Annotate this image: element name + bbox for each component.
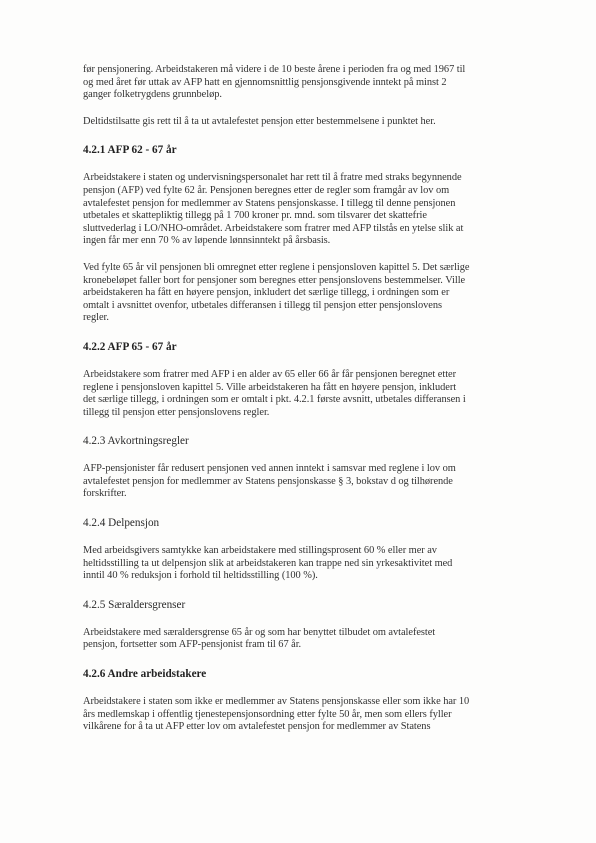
section-heading-4-2-5: 4.2.5 Særaldersgrenser — [83, 598, 186, 611]
paragraph-omregning: Ved fylte 65 år vil pensjonen bli omregnet etter reglene i pensjonsloven kapittel 5. Det særlige kronebeløpet faller bort for pensjoner som beregnes etter pensjonslovens bestemmelser. Ville arbeidstakeren ha fått en høyere pensjon, inkludert det særlige tillegg, i ordningen som er omtalt i avsnittet ovenfor, utbetales differansen i tillegg til pensjon etter pensjonslovens regler. — [83, 261, 470, 324]
section-heading-4-2-1: 4.2.1 AFP 62 - 67 år — [83, 144, 177, 157]
paragraph-delpensjon: Med arbeidsgivers samtykke kan arbeidstakere med stillingsprosent 60 % eller mer av heltidsstilling ta ut delpensjon slik at arbeidstakeren kan trappe ned sin yrkesaktivitet med inntil 40 % reduksjon i forhold til heltidsstilling (100 %). — [83, 545, 453, 582]
section-heading-4-2-2: 4.2.2 AFP 65 - 67 år — [83, 340, 177, 353]
paragraph-afp-62-67: Arbeidstakere i staten og undervisningspersonalet har rett til å fratre med straks begynnende pensjon (AFP) ved fylte 62 år. Pensjonen beregnes etter de regler som framgår av lov om avtalefestet pensjon for medlemmer av Statens pensjonskasse. I tillegg til denne pensjonen utbetales et skattepliktig tillegg på 1 700 kroner pr. mnd. som tilsvarer det skattefrie sluttvederlag i LO/NHO-området. Arbeidstakere som fratrer med AFP tilstås en ytelse slik at ingen får mer enn 70 % av løpende lønnsinntekt på årsbasis. — [83, 172, 464, 247]
paragraph-intro: før pensjonering. Arbeidstakeren må videre i de 10 beste årene i perioden fra og med 1967 til og med året før uttak av AFP hatt en gjennomsnittlig pensjonsgivende inntekt på minst 2 ganger folketrygdens grunnbeløp. — [83, 64, 466, 101]
paragraph-deltid: Deltidstilsatte gis rett til å ta ut avtalefestet pensjon etter bestemmelsene i punktet her. — [83, 115, 436, 127]
document-content — [83, 64, 519, 734]
section-heading-4-2-6: 4.2.6 Andre arbeidstakere — [83, 668, 207, 681]
section-heading-4-2-3: 4.2.3 Avkortningsregler — [83, 435, 189, 448]
section-heading-4-2-4: 4.2.4 Delpensjon — [83, 517, 160, 530]
paragraph-afp-65-67: Arbeidstakere som fratrer med AFP i en alder av 65 eller 66 år får pensjonen beregnet etter reglene i pensjonsloven kapittel 5. Ville arbeidstakeren ha fått en høyere pensjon, inkludert det særlige tillegg, i ordningen som er omtalt i pkt. 4.2.1 første avsnitt, utbetales differansen i tillegg til pensjon etter pensjonslovens regler. — [83, 368, 466, 418]
paragraph-andre-arbeidstakere: Arbeidstakere i staten som ikke er medlemmer av Statens pensjonskasse eller som ikke har 10 års medlemskap i offentlig tjenestepensjonsordning etter fylte 50 år, men som ellers fyller vilkårene for å ta ut AFP etter lov om avtalefestet pensjon for medlemmer av Statens — [83, 696, 470, 733]
paragraph-avkortning: AFP-pensjonister får redusert pensjonen ved annen inntekt i samsvar med reglene i lov om avtalefestet pensjon for medlemmer av Statens pensjonskasse § 3, bokstav d og tilhørende forskrifter. — [83, 463, 456, 500]
paragraph-saeraldersgrenser: Arbeidstakere med særaldersgrense 65 år og som har benyttet tilbudet om avtalefestet pensjon, fortsetter som AFP-pensjonist fram til 67 år. — [83, 626, 436, 651]
